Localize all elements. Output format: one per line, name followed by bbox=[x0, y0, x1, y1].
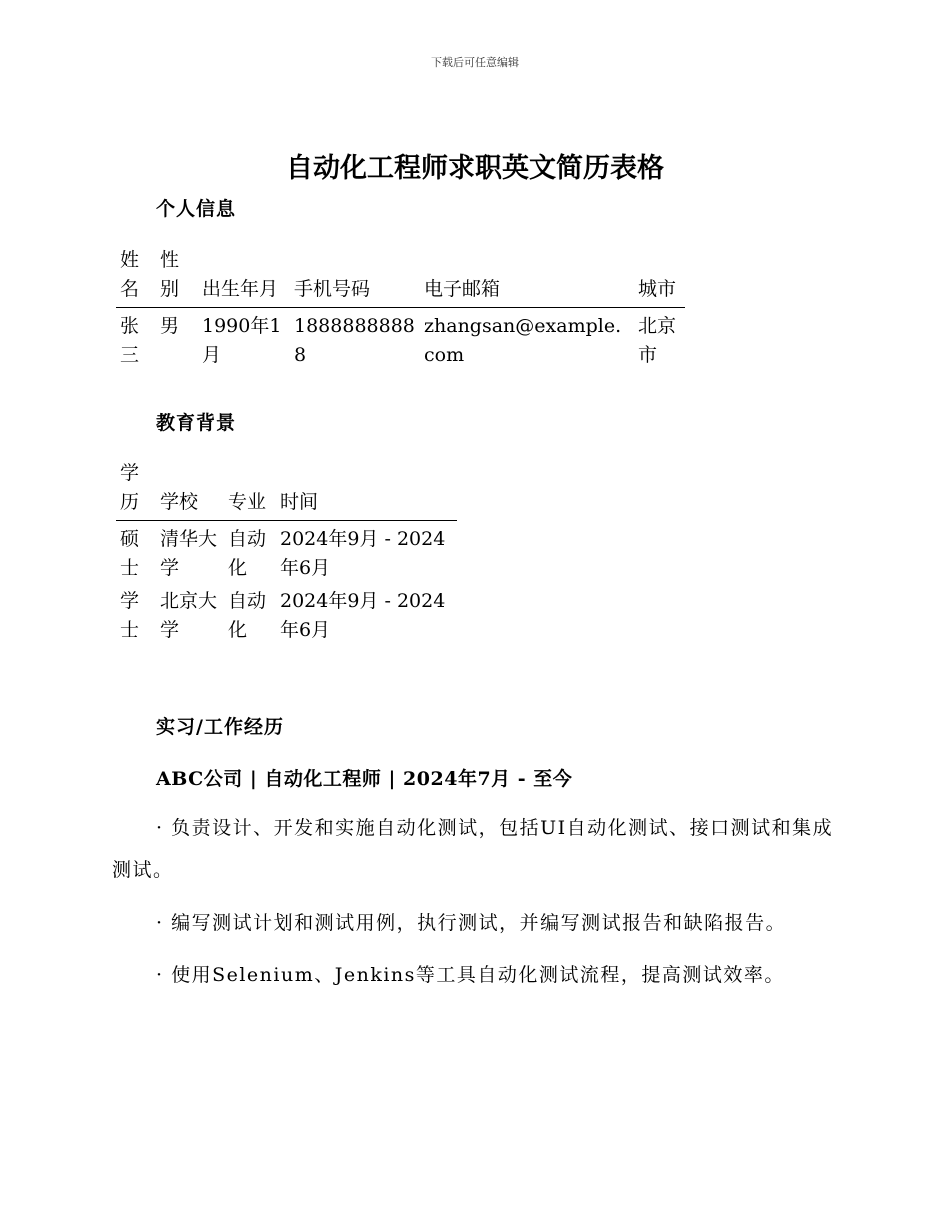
experience-bullet: · 使用Selenium、Jenkins等工具自动化测试流程，提高测试效率。 bbox=[156, 964, 785, 986]
job-title-line: ABC公司 | 自动化工程师 | 2024年7月 - 至今 bbox=[156, 768, 573, 790]
table-cell: 18888888888 bbox=[294, 315, 415, 366]
table-cell: 自动化 bbox=[228, 590, 267, 641]
column-header: 出生年月 bbox=[198, 246, 290, 308]
table-cell: zhangsan@example.com bbox=[424, 315, 622, 366]
experience-heading: 实习/工作经历 bbox=[156, 716, 284, 738]
table-cell: 2024年9月 - 2024年6月 bbox=[280, 528, 446, 579]
table-row bbox=[116, 521, 457, 584]
table-cell: 自动化 bbox=[228, 528, 267, 579]
column-header: 姓名 bbox=[116, 246, 156, 308]
page-header-note: 下载后可任意编辑 bbox=[431, 56, 519, 69]
table-row bbox=[116, 308, 685, 371]
education-table bbox=[116, 459, 457, 645]
table-cell: 北京市 bbox=[638, 315, 677, 366]
column-header: 学校 bbox=[156, 459, 224, 521]
table-header-row bbox=[116, 246, 685, 308]
table-cell: 张三 bbox=[120, 315, 140, 366]
table-cell: 男 bbox=[160, 315, 180, 337]
table-cell: 硕士 bbox=[120, 528, 140, 579]
table-header-row bbox=[116, 459, 457, 521]
education-heading: 教育背景 bbox=[156, 412, 237, 434]
column-header: 学历 bbox=[116, 459, 156, 521]
column-header: 性别 bbox=[156, 246, 198, 308]
experience-bullet: · 编写测试计划和测试用例，执行测试，并编写测试报告和缺陷报告。 bbox=[156, 912, 787, 934]
column-header: 城市 bbox=[634, 246, 685, 308]
column-header: 时间 bbox=[276, 459, 457, 521]
column-header: 电子邮箱 bbox=[420, 246, 634, 308]
table-cell: 北京大学 bbox=[160, 590, 218, 641]
table-row bbox=[116, 583, 457, 645]
column-header: 手机号码 bbox=[290, 246, 420, 308]
document-title: 自动化工程师求职英文简历表格 bbox=[286, 153, 664, 184]
table-cell: 1990年1月 bbox=[202, 315, 282, 366]
experience-bullet: · 负责设计、开发和实施自动化测试，包括UI自动化测试、接口测试和集成测试。 bbox=[112, 817, 834, 881]
column-header: 专业 bbox=[224, 459, 276, 521]
table-cell: 2024年9月 - 2024年6月 bbox=[280, 590, 446, 641]
personal-info-table bbox=[116, 246, 685, 370]
personal-info-heading: 个人信息 bbox=[156, 198, 237, 220]
table-cell: 清华大学 bbox=[160, 528, 218, 579]
table-cell: 学士 bbox=[120, 590, 140, 641]
